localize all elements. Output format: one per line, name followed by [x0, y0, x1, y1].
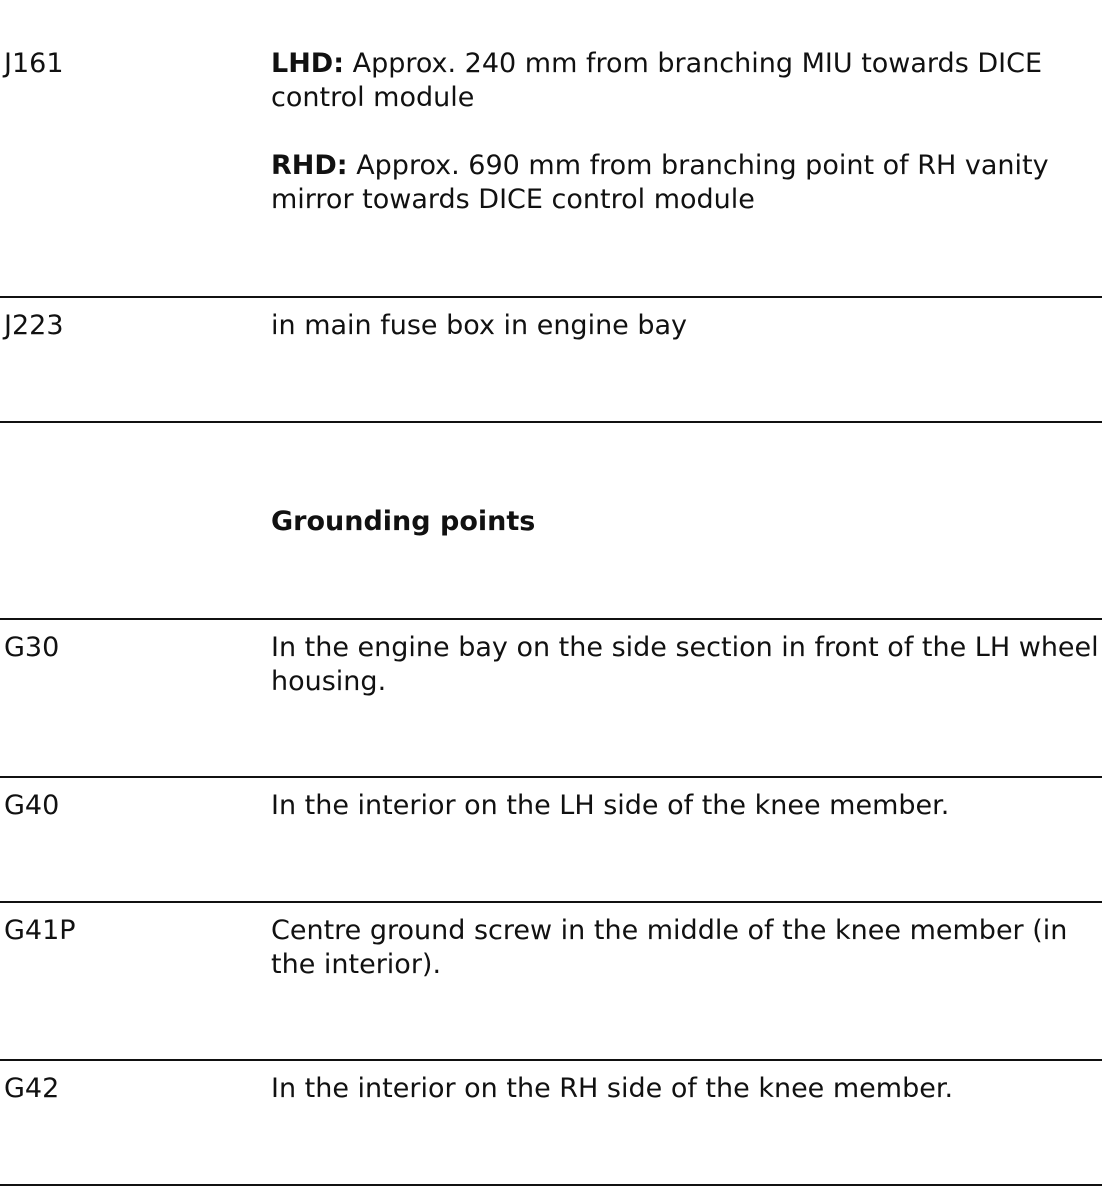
row-code-j223: J223: [4, 310, 64, 341]
row-desc-j161-lhd: [271, 47, 1101, 115]
divider: [0, 421, 1102, 423]
lhd-text: Approx. 240 mm from branching MIU towards DICE control module: [271, 48, 1043, 113]
divider: [0, 1184, 1102, 1186]
section-heading: Grounding points: [271, 506, 536, 537]
row-desc-g40: In the interior on the LH side of the knee member.: [271, 790, 950, 821]
row-code-j161: J161: [4, 48, 64, 79]
row-desc-g42: In the interior on the RH side of the knee member.: [271, 1073, 954, 1104]
divider: [0, 296, 1102, 298]
row-code-g41p: G41P: [4, 915, 76, 946]
row-desc-j223: in main fuse box in engine bay: [271, 310, 688, 341]
lhd-label: LHD:: [271, 48, 345, 79]
divider: [0, 901, 1102, 903]
rhd-text: Approx. 690 mm from branching point of RH vanity mirror towards DICE control module: [271, 150, 1049, 215]
divider: [0, 1059, 1102, 1061]
row-code-g40: G40: [4, 790, 60, 821]
divider: [0, 776, 1102, 778]
row-desc-g41p: Centre ground screw in the middle of the knee member (in the interior).: [271, 915, 1068, 980]
divider: [0, 618, 1102, 620]
rhd-label: RHD:: [271, 150, 348, 181]
row-desc-g30: In the engine bay on the side section in front of the LH wheel housing.: [271, 632, 1099, 697]
row-desc-j161-rhd: [271, 149, 1101, 217]
row-code-g30: G30: [4, 632, 60, 663]
row-code-g42: G42: [4, 1073, 60, 1104]
